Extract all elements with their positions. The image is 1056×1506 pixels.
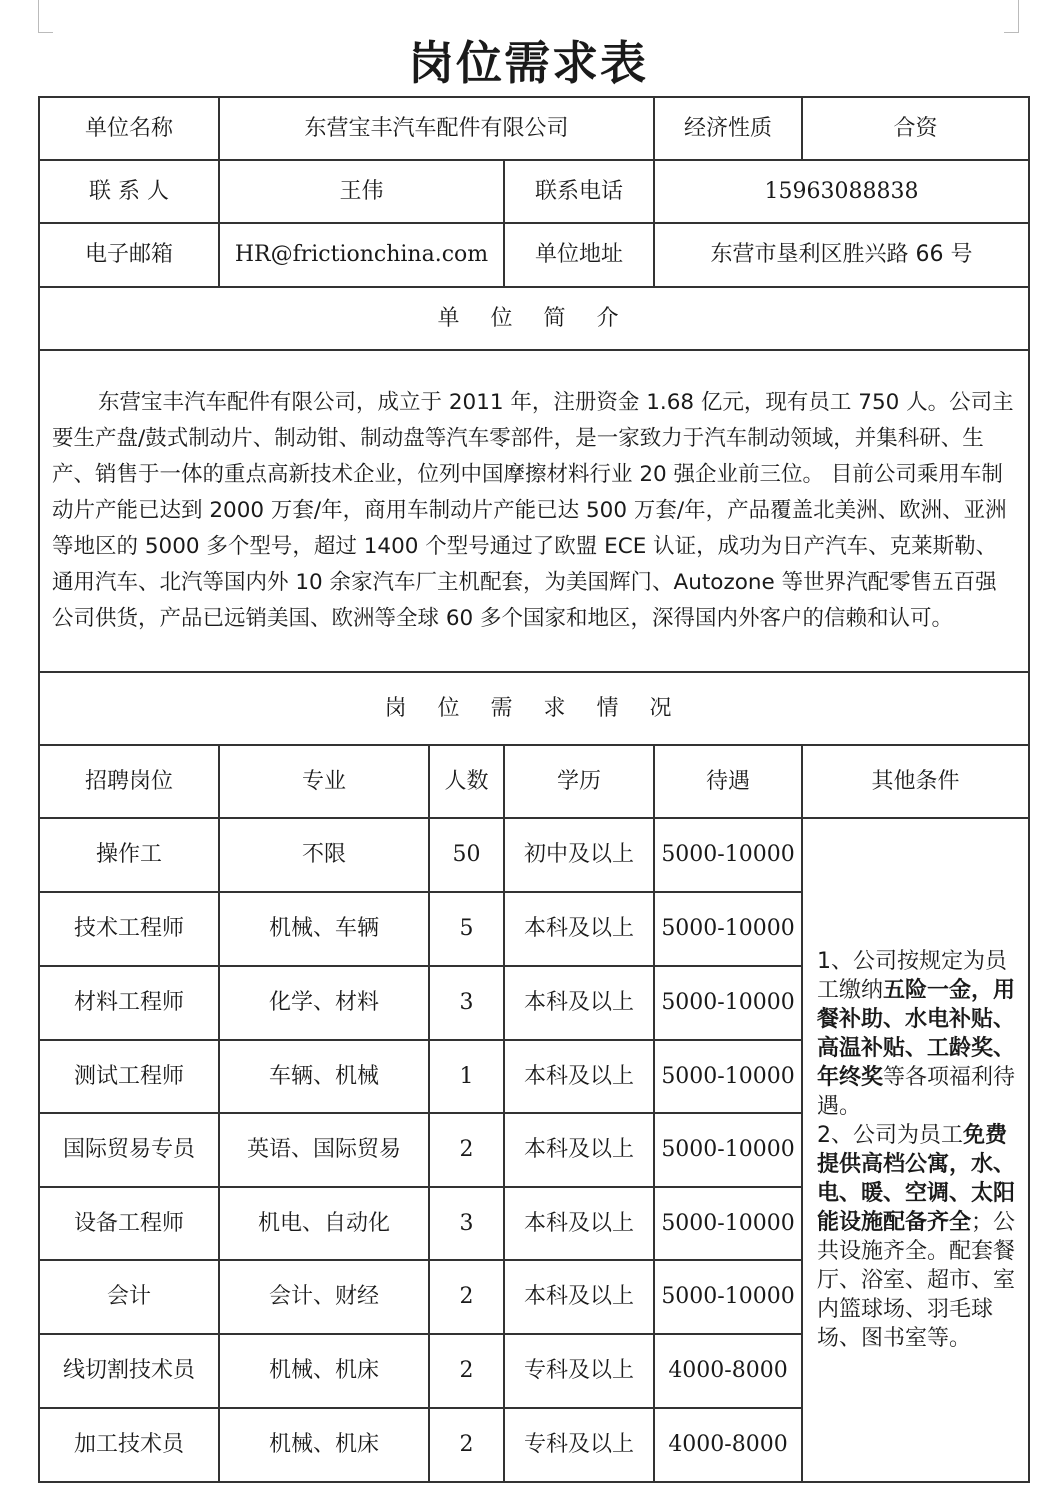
salary-cell: 5000-10000 [654, 1260, 802, 1334]
header-education: 学历 [504, 745, 654, 818]
education-cell: 本科及以上 [504, 1113, 654, 1187]
header-major: 专业 [219, 745, 429, 818]
header-count: 人数 [429, 745, 504, 818]
email-value: HR@frictionchina.com [219, 223, 504, 287]
position-cell: 国际贸易专员 [39, 1113, 219, 1187]
info-row-company [39, 97, 1029, 160]
header-other: 其他条件 [802, 745, 1029, 818]
header-salary: 待遇 [654, 745, 802, 818]
major-cell: 机械、机床 [219, 1408, 429, 1482]
education-cell: 专科及以上 [504, 1408, 654, 1482]
salary-cell: 5000-10000 [654, 1113, 802, 1187]
education-cell: 本科及以上 [504, 1187, 654, 1260]
count-cell: 2 [429, 1334, 504, 1408]
email-label: 电子邮箱 [39, 223, 219, 287]
benefits-text-2c: ；公共设施齐全。配套餐厅、浴室、超市、室内篮球场、羽毛球场、图书室等。 [817, 1210, 1016, 1351]
company-intro-text: 东营宝丰汽车配件有限公司，成立于 2011 年，注册资金 1.68 亿元，现有员工 750 人。公司主要生产盘/鼓式制动片、制动钳、制动盘等汽车零部件，是一家致力于汽车制动领域，并集科研、生产、销售于一体的重点高新技术企业，位列中国摩擦材料行业 20 强企业前三位。 目前公司乘用车制动片产能已达到 2000 万套/年，商用车制动片产能已达 500 万套/年，产品覆盖北美洲、欧洲、亚洲等地区的 5000 多个型号，超过 1400 个型号通过了欧盟 ECE 认证，成功为日产汽车、克莱斯勒、通用汽车、北汽等国内外 10 余家汽车厂主机配套，为美国辉门、Autozone 等世界汽配零售五百强公司供货，产品已远销美国、欧洲等全球 60 多个国家和地区，深得国内外客户的信赖和认可。 [39, 350, 1029, 672]
benefits-text-2b-bold: 免费提供高档公寓，水、电、暖、空调、太阳能设施配备齐全 [817, 1123, 1016, 1235]
major-cell: 机电、自动化 [219, 1187, 429, 1260]
count-cell: 2 [429, 1113, 504, 1187]
major-cell: 不限 [219, 818, 429, 892]
salary-cell: 5000-10000 [654, 1187, 802, 1260]
address-label: 单位地址 [504, 223, 654, 287]
table-row [39, 818, 1029, 892]
phone-value: 15963088838 [654, 160, 1029, 223]
benefits-text-2a: 2、公司为员工 [817, 1123, 964, 1148]
major-cell: 车辆、机械 [219, 1040, 429, 1113]
position-cell: 设备工程师 [39, 1187, 219, 1260]
education-cell: 本科及以上 [504, 1040, 654, 1113]
major-cell: 化学、材料 [219, 966, 429, 1040]
salary-cell: 5000-10000 [654, 892, 802, 966]
salary-cell: 5000-10000 [654, 966, 802, 1040]
contact-label: 联 系 人 [39, 160, 219, 223]
jobs-header-row [39, 745, 1029, 818]
page-title: 岗位需求表 [408, 36, 648, 90]
position-cell: 会计 [39, 1260, 219, 1334]
major-cell: 英语、国际贸易 [219, 1113, 429, 1187]
other-conditions [802, 818, 1029, 1482]
benefits-text-1b-bold: 五险一金，用餐补助、水电补贴、高温补贴、工龄奖、年终奖 [817, 978, 1016, 1090]
position-cell: 测试工程师 [39, 1040, 219, 1113]
count-cell: 5 [429, 892, 504, 966]
education-cell: 本科及以上 [504, 966, 654, 1040]
salary-cell: 4000-8000 [654, 1334, 802, 1408]
major-cell: 会计、财经 [219, 1260, 429, 1334]
position-cell: 加工技术员 [39, 1408, 219, 1482]
benefits-text-1c: 等各项福利待遇。 [817, 1065, 1016, 1119]
info-row-email [39, 223, 1029, 287]
job-requirement-table [38, 96, 1030, 1483]
salary-cell: 4000-8000 [654, 1408, 802, 1482]
jobs-heading: 岗 位 需 求 情 况 [39, 672, 1029, 745]
company-name-value: 东营宝丰汽车配件有限公司 [219, 97, 654, 160]
position-cell: 材料工程师 [39, 966, 219, 1040]
education-cell: 本科及以上 [504, 892, 654, 966]
benefits-text-1a: 1、公司按规定为员工缴纳 [817, 949, 1008, 1003]
phone-label: 联系电话 [504, 160, 654, 223]
economic-nature-value: 合资 [802, 97, 1029, 160]
position-cell: 操作工 [39, 818, 219, 892]
count-cell: 1 [429, 1040, 504, 1113]
intro-row [39, 350, 1029, 672]
major-cell: 机械、车辆 [219, 892, 429, 966]
count-cell: 3 [429, 966, 504, 1040]
education-cell: 专科及以上 [504, 1334, 654, 1408]
position-cell: 技术工程师 [39, 892, 219, 966]
contact-value: 王伟 [219, 160, 504, 223]
info-row-contact [39, 160, 1029, 223]
count-cell: 2 [429, 1408, 504, 1482]
salary-cell: 5000-10000 [654, 1040, 802, 1113]
education-cell: 初中及以上 [504, 818, 654, 892]
economic-nature-label: 经济性质 [654, 97, 802, 160]
major-cell: 机械、机床 [219, 1334, 429, 1408]
education-cell: 本科及以上 [504, 1260, 654, 1334]
jobs-heading-row [39, 672, 1029, 745]
count-cell: 3 [429, 1187, 504, 1260]
count-cell: 2 [429, 1260, 504, 1334]
company-name-label: 单位名称 [39, 97, 219, 160]
count-cell: 50 [429, 818, 504, 892]
address-value: 东营市垦利区胜兴路 66 号 [654, 223, 1029, 287]
salary-cell: 5000-10000 [654, 818, 802, 892]
position-cell: 线切割技术员 [39, 1334, 219, 1408]
intro-heading-row [39, 287, 1029, 350]
header-position: 招聘岗位 [39, 745, 219, 818]
intro-heading: 单 位 简 介 [39, 287, 1029, 350]
